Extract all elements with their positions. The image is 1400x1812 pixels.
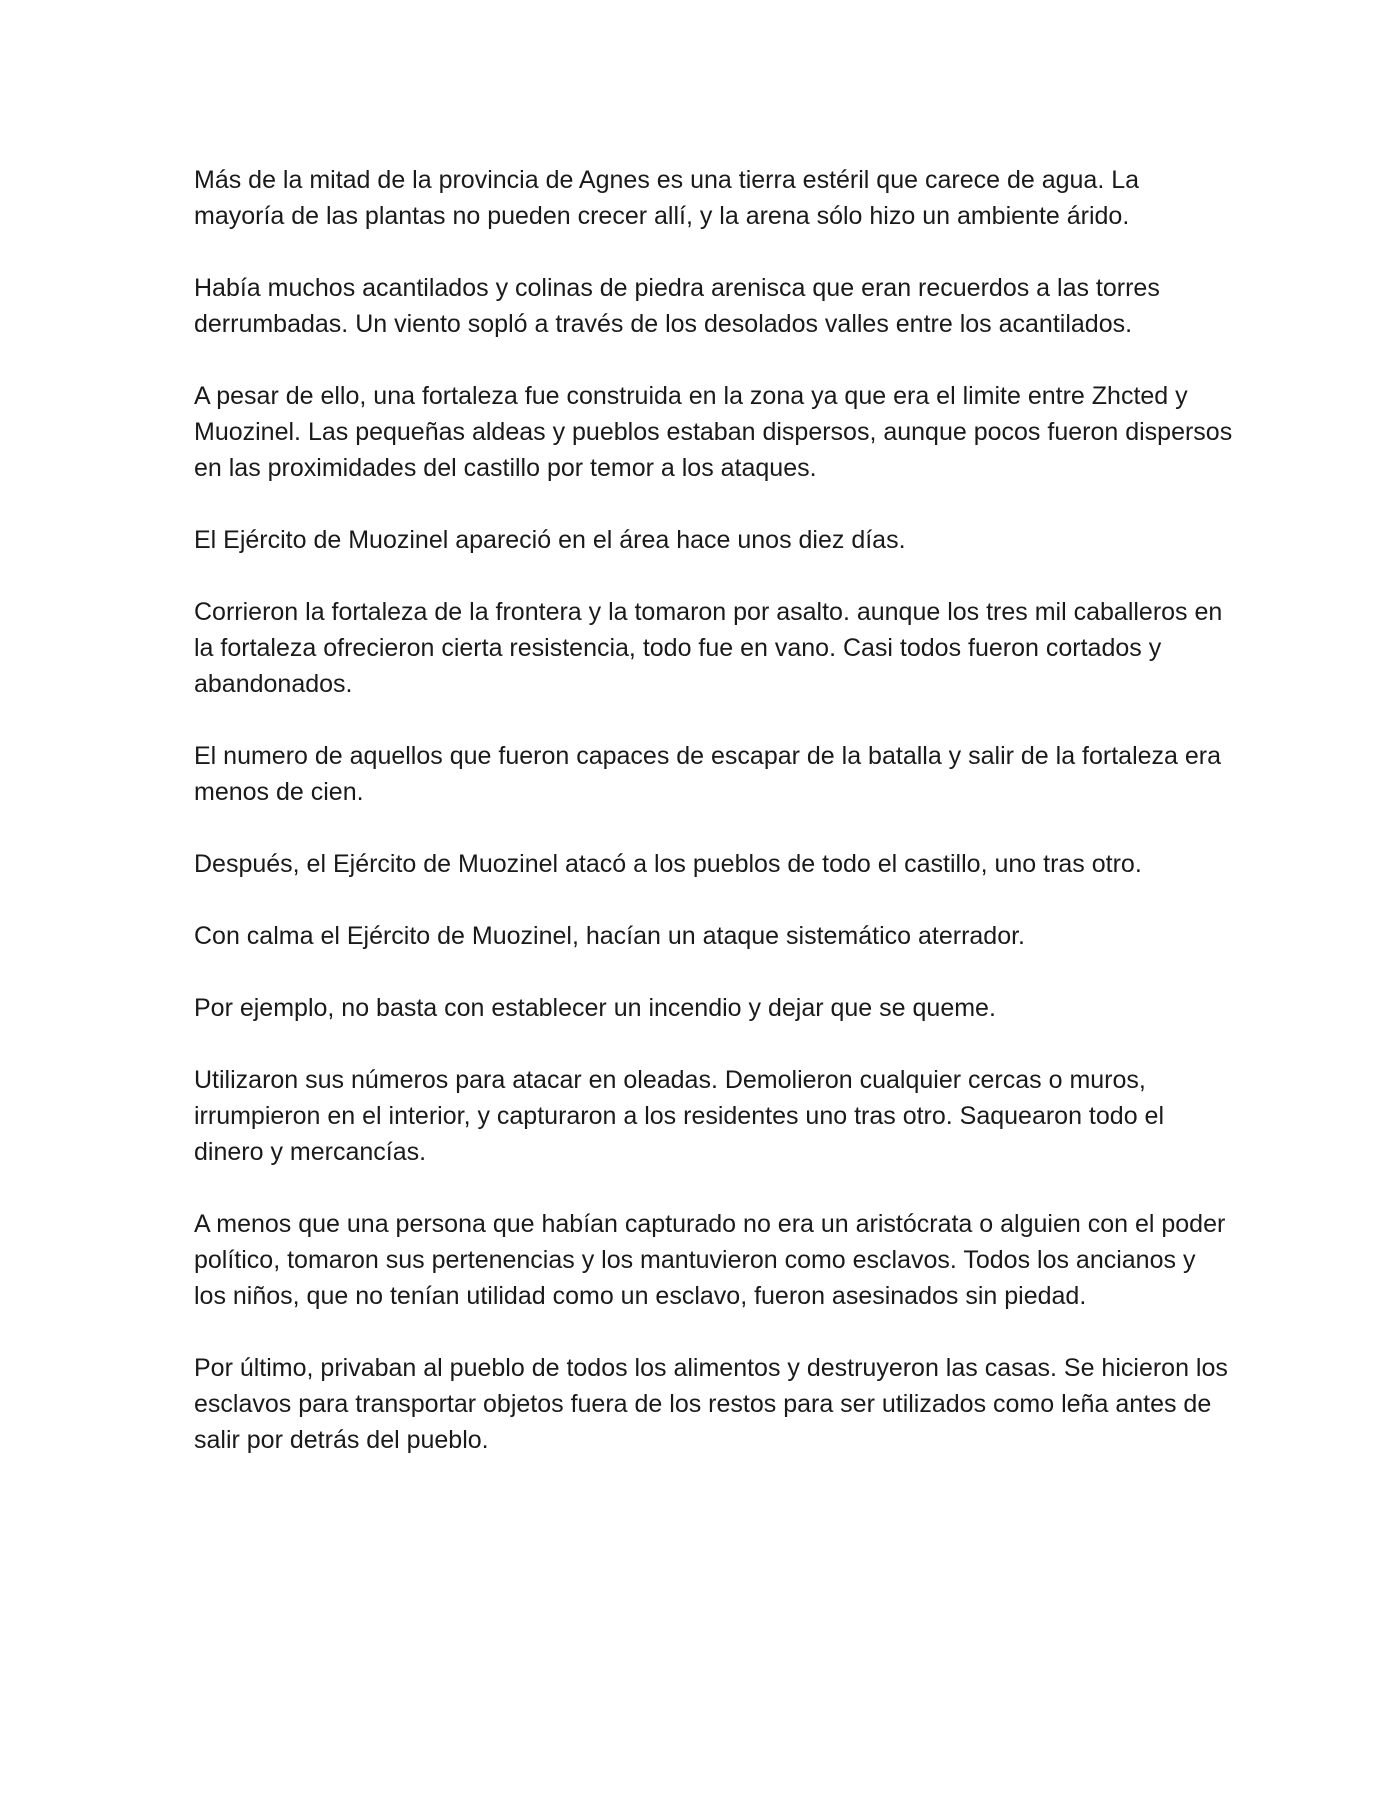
paragraph-3: A pesar de ello, una fortaleza fue construida en la zona ya que era el limite entre Zhcted y Muozinel. Las pequeñas aldeas y pueblos estaban dispersos, aunque pocos fueron dispersos en las proximidades del castillo por temor a los ataques.	[194, 382, 1233, 482]
document-body	[194, 162, 1234, 1494]
paragraph-5: Corrieron la fortaleza de la frontera y la tomaron por asalto. aunque los tres mil caballeros en la fortaleza ofrecieron cierta resistencia, todo fue en vano. Casi todos fueron cortados y abandonados.	[194, 598, 1223, 698]
paragraph-2: Había muchos acantilados y colinas de piedra arenisca que eran recuerdos a las torres derrumbadas. Un viento sopló a través de los desolados valles entre los acantilados.	[194, 274, 1160, 338]
paragraph-10: Utilizaron sus números para atacar en oleadas. Demolieron cualquier cercas o muros, irrumpieron en el interior, y capturaron a los residentes uno tras otro. Saquearon todo el dinero y mercancías.	[194, 1066, 1164, 1166]
paragraph-7: Después, el Ejército de Muozinel atacó a los pueblos de todo el castillo, uno tras otro.	[194, 850, 1142, 878]
paragraph-12: Por último, privaban al pueblo de todos los alimentos y destruyeron las casas. Se hicieron los esclavos para transportar objetos fuera de los restos para ser utilizados como leña antes de salir por detrás del pueblo.	[194, 1354, 1228, 1454]
paragraph-9: Por ejemplo, no basta con establecer un incendio y dejar que se queme.	[194, 994, 996, 1022]
paragraph-11: A menos que una persona que habían capturado no era un aristócrata o alguien con el poder político, tomaron sus pertenencias y los mantuvieron como esclavos. Todos los ancianos y los niños, que no tenían utilidad como un esclavo, fueron asesinados sin piedad.	[194, 1210, 1226, 1310]
paragraph-1: Más de la mitad de la provincia de Agnes es una tierra estéril que carece de agua. La mayoría de las plantas no pueden crecer allí, y la arena sólo hizo un ambiente árido.	[194, 166, 1140, 230]
paragraph-6: El numero de aquellos que fueron capaces de escapar de la batalla y salir de la fortaleza era menos de cien.	[194, 742, 1222, 806]
paragraph-4: El Ejército de Muozinel apareció en el área hace unos diez días.	[194, 526, 906, 554]
paragraph-8: Con calma el Ejército de Muozinel, hacían un ataque sistemático aterrador.	[194, 922, 1026, 950]
